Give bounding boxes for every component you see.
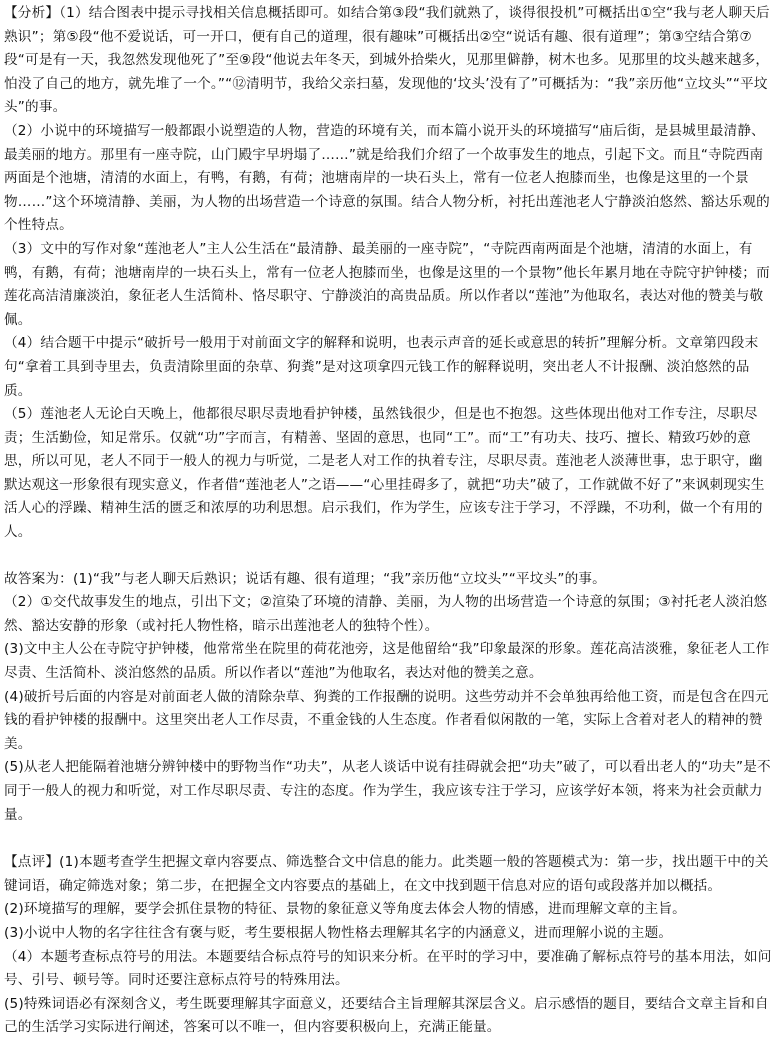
comment-paragraph-1: 【点评】(1)本题考查学生把握文章内容要点、筛选整合文中信息的能力。此类题一般的答题模式为：第一步，找出题干中的关键词语，确定筛选对象；第二步，在把握全文内容要点的基础上，在文中找到题干信息对应的语句或段落并加以概括。 (4, 854, 769, 894)
analysis-paragraph-5: （5）莲池老人无论白天晚上，他都很尽职尽责地看护钟楼，虽然钱很少，但是也不抱怨。这些体现出他对工作专注，尽职尽责；生活勤俭，知足常乐。仅就“功”字而言，有精善、坚固的意思，也同“工”。而“工”有功夫、技巧、擅长、精致巧妙的意思，所以可见，老人不同于一般人的视力与听觉，二是老人对工作的执着专注，尽职尽责。莲池老人淡薄世事，忠于职守，幽默达观这一形象很有现实意义，作者借“莲池老人”之语——“心里挂碍多了，就把“功夫”破了，工作就做不好了”来讽刺现实生活人心的浮躁、精神生活的匮乏和浓厚的功利思想。启示我们，作为学生，应该专注于学习，不浮躁，不功利，做一个有用的人。 (4, 406, 765, 541)
answer-paragraph-3: (3)文中主人公在寺院守护钟楼，他常常坐在院里的荷花池旁，这是他留给“我”印象最深的形象。莲花高洁淡雅，象征老人工作尽责、生活简朴、淡泊悠然的品质。所以作者以“莲池”为他取名，表达对他的赞美之意。 (4, 641, 770, 682)
comment-paragraph-4: （4）本题考查标点符号的用法。本题要结合标点符号的知识来分析。在平时的学习中，要准确了解标点符号的基本用法，如问号、引号、顿号等。同时还要注意标点符号的特殊用法。 (4, 948, 772, 989)
analysis-paragraph-2: （2）小说中的环境描写一般都跟小说塑造的人物，营造的环境有关，而本篇小说开头的环境描写“庙后街，是县城里最清静、最美丽的地方。那里有一座寺院，山门殿宇早坍塌了……”就是给我们介绍了一个故事发生的地点，引起下文。而且“寺院西南两面是个池塘，清清的水面上，有鸭，有鹅，有荷；池塘南岸的一块石头上，常有一位老人抱膝而坐，也像是这里的一个景物……”这个环境清静、美丽，为人物的出场营造一个诗意的氛围。结合人物分析，衬托出莲池老人宁静淡泊悠然、豁达乐观的个性特点。 (4, 122, 770, 234)
comment-paragraph-3: (3)小说中人物的名字往往含有褒与贬，考生要根据人物性格去理解其名字的内涵意义，进而理解小说的主题。 (4, 924, 673, 941)
answer-paragraph-5: (5)从老人把能隔着池塘分辨钟楼中的野物当作“功夫”，从老人谈话中说有挂碍就会把“功夫”破了，可以看出老人的“功夫”是不同于一般人的视力和听觉，对工作尽职尽责、专注的态度。作为学生，我应该专注于学习，应该学好本领，将来为社会贡献力量。 (4, 759, 771, 823)
section-spacer (4, 545, 774, 568)
answer-paragraph-1: 故答案为：(1)“我”与老人聊天后熟识；说话有趣、很有道理；“我”亲历他“立坟头”“平坟头”的事。 (4, 570, 606, 587)
comment-paragraph-2: (2)环境描写的理解，要学会抓住景物的特征、景物的象征意义等角度去体会人物的情感，进而理解文章的主旨。 (4, 901, 686, 918)
comment-paragraph-5: (5)特殊词语必有深刻含义，考生既要理解其字面意义，还要结合主旨理解其深层含义。启示感悟的题目，要结合文章主旨和自己的生活学习实际进行阐述，答案可以不唯一，但内容要积极向上，充满正能量。 (4, 995, 769, 1036)
analysis-paragraph-3: （3）文中的写作对象“莲池老人”主人公生活在“最清静、最美丽的一座寺院”，“寺院西南两面是个池塘，清清的水面上，有鸭，有鹅，有荷；池塘南岸的一块石头上，常有一位老人抱膝而坐，也像是这里的一个景物”他长年累月地在寺院守护钟楼；而莲花高洁清廉淡泊，象征老人生活简朴、恪尽职守、宁静淡泊的高贵品质。所以作者以“莲池”为他取名，表达对他的赞美与敬佩。 (4, 240, 770, 328)
analysis-paragraph-4: （4）结合题干中提示“破折号一般用于对前面文字的解释和说明，也表示声音的延长或意思的转折”理解分析。文章第四段末句“拿着工具到寺里去，负责清除里面的杂草、狗粪”是对这项拿四元钱工作的解释说明，突出老人不计报酬、淡泊悠然的品质。 (4, 335, 759, 399)
answer-paragraph-4: (4)破折号后面的内容是对前面老人做的清除杂草、狗粪的工作报酬的说明。这些劳动并不会单独再给他工资，而是包含在四元钱的看护钟楼的报酬中。这里突出老人工作尽责，不重金钱的人生态度。作者看似闲散的一笔，实际上含着对老人的精神的赞美。 (4, 688, 769, 752)
analysis-paragraph-1: 【分析】（1）结合图表中提示寻找相关信息概括即可。如结合第③段“我们就熟了，谈得很投机”可概括出①空“我与老人聊天后熟识”；第⑤段“他不爱说话，可一开口，便有自己的道理，很有趣味”可概括出②空“说话有趣、很有道理”；第③空结合第⑦段“可是有一天，我忽然发现他死了”至⑨段“他说去年冬天，到城外拾柴火，见那里僻静，树木也多。见那里的坟头越来越多，怕没了自己的地方，就先堆了一个。”“⑫清明节，我给父亲扫墓，发现他的‘坟头’没有了”可概括为：“我”亲历他“立坟头”“平坟头”的事。 (4, 5, 770, 116)
answer-paragraph-2: （2）①交代故事发生的地点，引出下文；②渲染了环境的清静、美丽，为人物的出场营造一个诗意的氛围；③衬托老人淡泊悠然、豁达安静的形象（或衬托人物性格，暗示出莲池老人的独特个性）。 (4, 594, 768, 634)
section-spacer (4, 827, 774, 851)
